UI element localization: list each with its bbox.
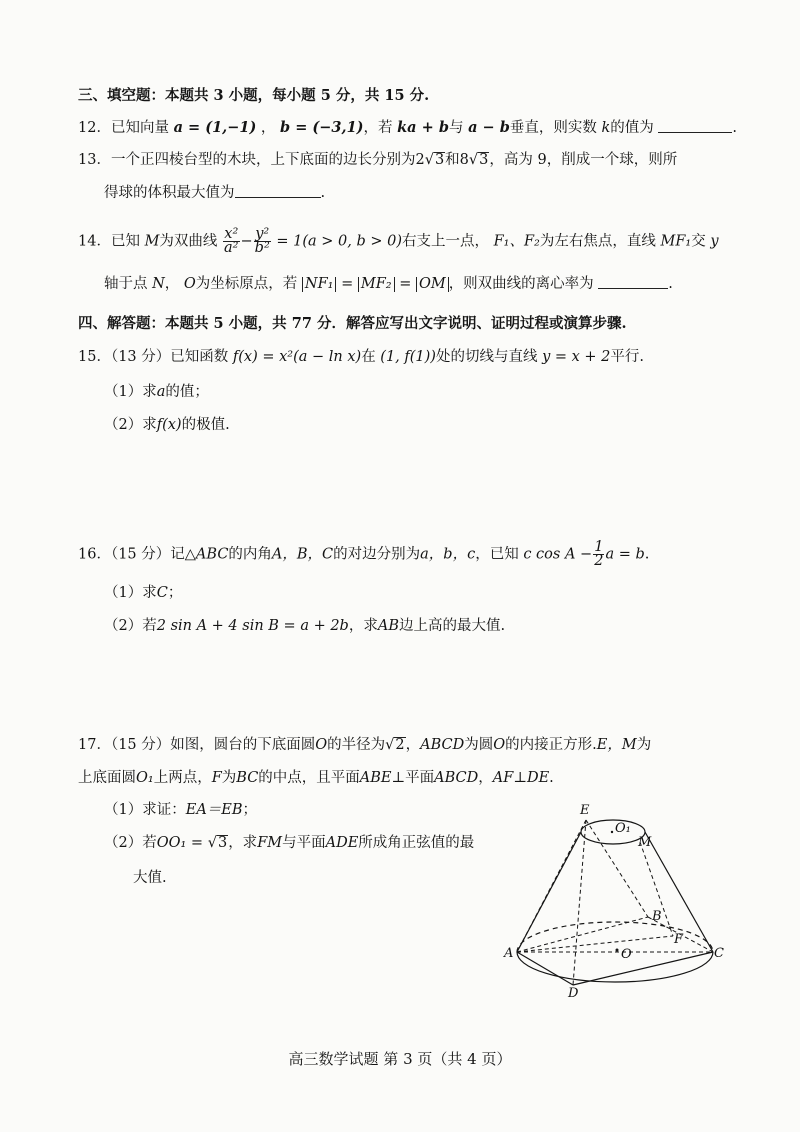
q17-line-2-f: ，: [478, 770, 493, 786]
q17-plane-abcd: ABCD: [434, 770, 479, 786]
q17-text-b: 的半径为: [327, 737, 386, 753]
q17-line-2-e: 平面: [405, 770, 435, 786]
q14-line-2-b: ，: [164, 276, 180, 292]
q13-answer-blank: [235, 183, 321, 198]
q12-vec-a: a = (1,−1): [173, 119, 257, 136]
q14-var-o: O: [183, 276, 196, 292]
q13-text-and: 和: [445, 152, 460, 168]
q16-subquestion-1: [104, 583, 182, 603]
q16-sub-2-mid: ，求: [348, 618, 378, 634]
bottom-circle-front: [517, 952, 713, 982]
label-d: D: [568, 986, 579, 1000]
q14-eq-1: =: [341, 276, 354, 292]
label-c: C: [714, 946, 724, 961]
q16-triangle: △ABC: [184, 546, 229, 563]
q16-subquestion-2: [104, 616, 505, 636]
label-a: A: [504, 946, 514, 961]
q17-var-f: F: [211, 770, 222, 786]
q17-sub-2-plane: ADE: [325, 835, 359, 851]
question-12: 12．已知向量 a = (1,−1) ， b = (−3,1)，若 ka + b与 a − b垂直，则实数 k的值为 .: [78, 119, 737, 136]
q17-number: 17．: [78, 737, 111, 753]
q14-text-d: 为左右焦点，直线: [539, 233, 656, 250]
question-17-line-1: 17．（15 分）如图，圆台的下底面圆O的半径为√2，ABCD为圆O的内接正方形.E，M为: [78, 737, 652, 753]
q12-text-c: 与: [448, 120, 464, 136]
label-f: F: [674, 932, 684, 947]
q14-abs-om: OM: [416, 277, 449, 292]
edge-af: [517, 936, 673, 952]
q17-var-o1: O₁: [136, 770, 154, 786]
edge-ed: [573, 820, 586, 985]
q16-frac-num: 1: [594, 539, 604, 555]
section-3-heading: 三、填空题：本题共 3 小题，每小题 5 分，共 15 分.: [78, 87, 430, 104]
q16-text-e: .: [644, 546, 650, 563]
q17-var-o-2: O: [493, 737, 506, 753]
q14-var-n: N: [152, 276, 165, 292]
q12-text-e: 的值为: [610, 120, 654, 136]
page-footer: 高三数学试题 第 3 页（共 4 页）: [288, 1050, 512, 1068]
q17-sub-1-end: ；: [242, 802, 258, 818]
q14-var-y: y: [710, 233, 719, 250]
q15-point: (1, f(1)): [380, 349, 436, 365]
q15-number: 15．: [78, 349, 111, 365]
q17-sub-2-b: 与平面: [282, 835, 326, 851]
q15-subquestion-2: [104, 415, 230, 435]
question-15: [78, 347, 644, 367]
q16-sub-1-label: （1）求: [104, 585, 157, 601]
q12-var-k: k: [601, 120, 611, 136]
q16-sub-2-ab: AB: [377, 618, 399, 634]
q17-points: E，M: [596, 737, 637, 753]
q15-sub-1-var: a: [156, 384, 166, 400]
q17-sub-1-expr: EA＝EB: [185, 802, 243, 818]
q14-number: 14．: [78, 233, 111, 250]
q14-text-e: 交: [691, 233, 706, 250]
q14-eq-2: =: [399, 276, 412, 292]
point-o1: [611, 831, 613, 833]
q17-text-a: 如图，圆台的下底面圆: [170, 737, 316, 753]
q14-text-c: 右支上一点，: [402, 233, 490, 250]
question-14-line-2: 轴于点 N， O为坐标原点，若 NF₁ = MF₂ = OM ，则双曲线的离心率为 .: [104, 276, 673, 292]
edge-ad: [517, 952, 573, 985]
q14-eq-cond: = 1(a > 0, b > 0): [276, 233, 403, 250]
q14-line-2-d: ，则双曲线的离心率为: [448, 276, 594, 292]
q14-text-a: 已知: [110, 233, 140, 250]
q16-sides: a，b，c: [420, 546, 476, 563]
q17-line-2-d: 的中点，且平面: [258, 770, 360, 786]
label-e: E: [580, 803, 590, 818]
q16-sub-2-end: 边上高的最大值.: [398, 618, 506, 634]
q12-text-a: 已知向量: [110, 120, 169, 136]
q15-sub-2-var: f(x): [156, 417, 182, 433]
q16-angles: A，B，C: [271, 546, 334, 563]
q17-line-2-b: 上两点，: [153, 770, 212, 786]
q12-answer-blank: [658, 118, 732, 133]
q12-expr-2: a − b: [468, 119, 510, 136]
q15-function: f(x) = x²(a − ln x): [232, 349, 362, 365]
q14-abs-mf2: MF₂: [358, 277, 395, 292]
q16-fraction: [593, 541, 604, 568]
question-16: [78, 541, 649, 568]
label-o: O: [621, 947, 632, 962]
q16-score: （15 分）: [110, 546, 171, 563]
section-4-heading: 四、解答题：本题共 5 小题，共 77 分．解答应写出文字说明、证明过程或演算步骤.: [78, 315, 627, 332]
q17-text-c: ，: [405, 737, 421, 753]
edge-ea: [517, 820, 586, 952]
q16-number: 16．: [78, 546, 111, 563]
q15-subquestion-1: [104, 382, 209, 402]
q13-len-2-coef: 8: [459, 152, 469, 168]
q15-sub-2-end: 的极值.: [181, 417, 230, 433]
q12-number: 12．: [78, 120, 111, 136]
label-o1: O₁: [615, 821, 631, 836]
q17-score: （15 分）: [110, 737, 171, 753]
q13-len-1-coef: 2: [415, 152, 425, 168]
q17-var-bc: BC: [236, 770, 259, 786]
q16-sub-1-var: C: [156, 585, 168, 601]
label-m: M: [638, 835, 652, 850]
q15-score: （13 分）: [110, 349, 171, 365]
q17-sub-2-label: （2）若: [104, 835, 157, 851]
q15-sub-2-label: （2）求: [104, 417, 157, 433]
q17-condition: AF⊥DE: [492, 770, 550, 786]
q13-number: 13．: [78, 152, 111, 168]
q14-frac-1-num: x²: [224, 226, 239, 242]
q16-cond-a: c cos A −: [523, 546, 593, 563]
q16-sub-1-end: ；: [167, 585, 183, 601]
q16-text-b: 的内角: [228, 546, 272, 563]
q17-line-2-a: 上底面圆: [78, 770, 136, 786]
q14-line-2-a: 轴于点: [104, 276, 148, 292]
q16-sub-2-label: （2）若: [104, 618, 157, 634]
q15-text-a: 已知函数: [170, 349, 229, 365]
q14-line-mf: MF₁: [660, 233, 692, 250]
q14-line-2-c: 为坐标原点，若: [195, 276, 298, 292]
q17-sub-2-fm: FM: [257, 835, 283, 851]
q17-sub-2-c: 所成角正弦值的最: [358, 835, 475, 851]
edge-dc: [573, 952, 713, 985]
q17-line-2-g: .: [549, 770, 554, 786]
q14-frac-1-den: a²: [224, 240, 239, 256]
q14-var-m: M: [144, 233, 160, 250]
q16-cond-b: a = b: [605, 546, 645, 563]
q14-text-b: 为双曲线: [159, 233, 218, 250]
q17-text-f: 为: [636, 737, 652, 753]
q17-subquestion-2-cont: 大值.: [133, 870, 167, 886]
q16-sub-2-expr: 2 sin A + 4 sin B = a + 2b: [156, 618, 349, 634]
q16-text-a: 记: [170, 546, 185, 563]
question-13-line-2: 得球的体积最大值为 .: [104, 185, 326, 201]
q13-len-1-rad: 3: [434, 152, 445, 168]
q17-text-d: 为圆: [464, 737, 494, 753]
q14-answer-blank: [598, 274, 668, 289]
q12-vec-b: b = (−3,1): [280, 119, 364, 136]
q17-subquestion-2: （2）若OO₁ = √3，求FM与平面ADE所成角正弦值的最: [104, 835, 475, 851]
q13-line-2: 得球的体积最大值为: [104, 185, 235, 201]
frustum-figure: [500, 800, 740, 1000]
bottom-circle-back: [517, 922, 713, 952]
q17-radius-rad: 2: [395, 737, 405, 753]
q17-perp: ⊥: [391, 770, 406, 786]
q14-fraction-1: [223, 228, 239, 255]
q14-frac-2-num: y²: [255, 226, 270, 242]
q15-line: y = x + 2: [542, 349, 611, 365]
q15-sub-1-end: 的值；: [165, 384, 209, 400]
q13-text-b: ，高为 9，削成一个球，则所: [489, 152, 678, 168]
q17-subquestion-1: [104, 800, 257, 820]
label-b: B: [652, 909, 662, 924]
q17-line-2-c: 为: [221, 770, 237, 786]
q13-text-a: 一个正四棱台型的木块，上下底面的边长分别为: [110, 152, 416, 168]
q17-square: ABCD: [420, 737, 465, 753]
q16-text-d: ，已知: [475, 546, 519, 563]
q15-sub-1-label: （1）求: [104, 384, 157, 400]
q17-var-o: O: [315, 737, 328, 753]
q15-text-b: 在: [361, 349, 376, 365]
q12-expr-1: ka + b: [397, 119, 449, 136]
q13-len-2-rad: 3: [479, 152, 489, 168]
q17-sub-2-rad: 3: [217, 835, 228, 851]
q14-abs-nf1: NF₁: [302, 277, 337, 292]
q14-minus: −: [240, 233, 253, 250]
q17-sub-2-expr: OO₁ =: [156, 835, 208, 851]
q14-foci: F₁、F₂: [493, 233, 540, 250]
point-o: [616, 949, 619, 952]
q15-text-c: 处的切线与直线: [435, 349, 538, 365]
q14-frac-2-den: b²: [254, 240, 270, 256]
question-13-line-1: 13．一个正四棱台型的木块，上下底面的边长分别为2√3和8√3，高为 9，削成一个球，则所: [78, 152, 678, 168]
q17-sub-2-mid: ，求: [228, 835, 258, 851]
q16-text-c: 的对边分别为: [333, 546, 421, 563]
q17-sub-1-label: （1）求证：: [104, 802, 186, 818]
q17-text-e: 的内接正方形.: [505, 737, 597, 753]
question-17-line-2: [78, 768, 554, 788]
q12-text-b: ，若: [363, 120, 393, 136]
q17-plane-abe: ABE: [359, 770, 392, 786]
q12-text-d: 垂直，则实数: [509, 120, 597, 136]
question-14-line-1: [78, 228, 719, 255]
q14-fraction-2: [254, 228, 271, 255]
q15-text-d: 平行.: [610, 349, 645, 365]
q16-frac-den: 2: [594, 553, 604, 569]
